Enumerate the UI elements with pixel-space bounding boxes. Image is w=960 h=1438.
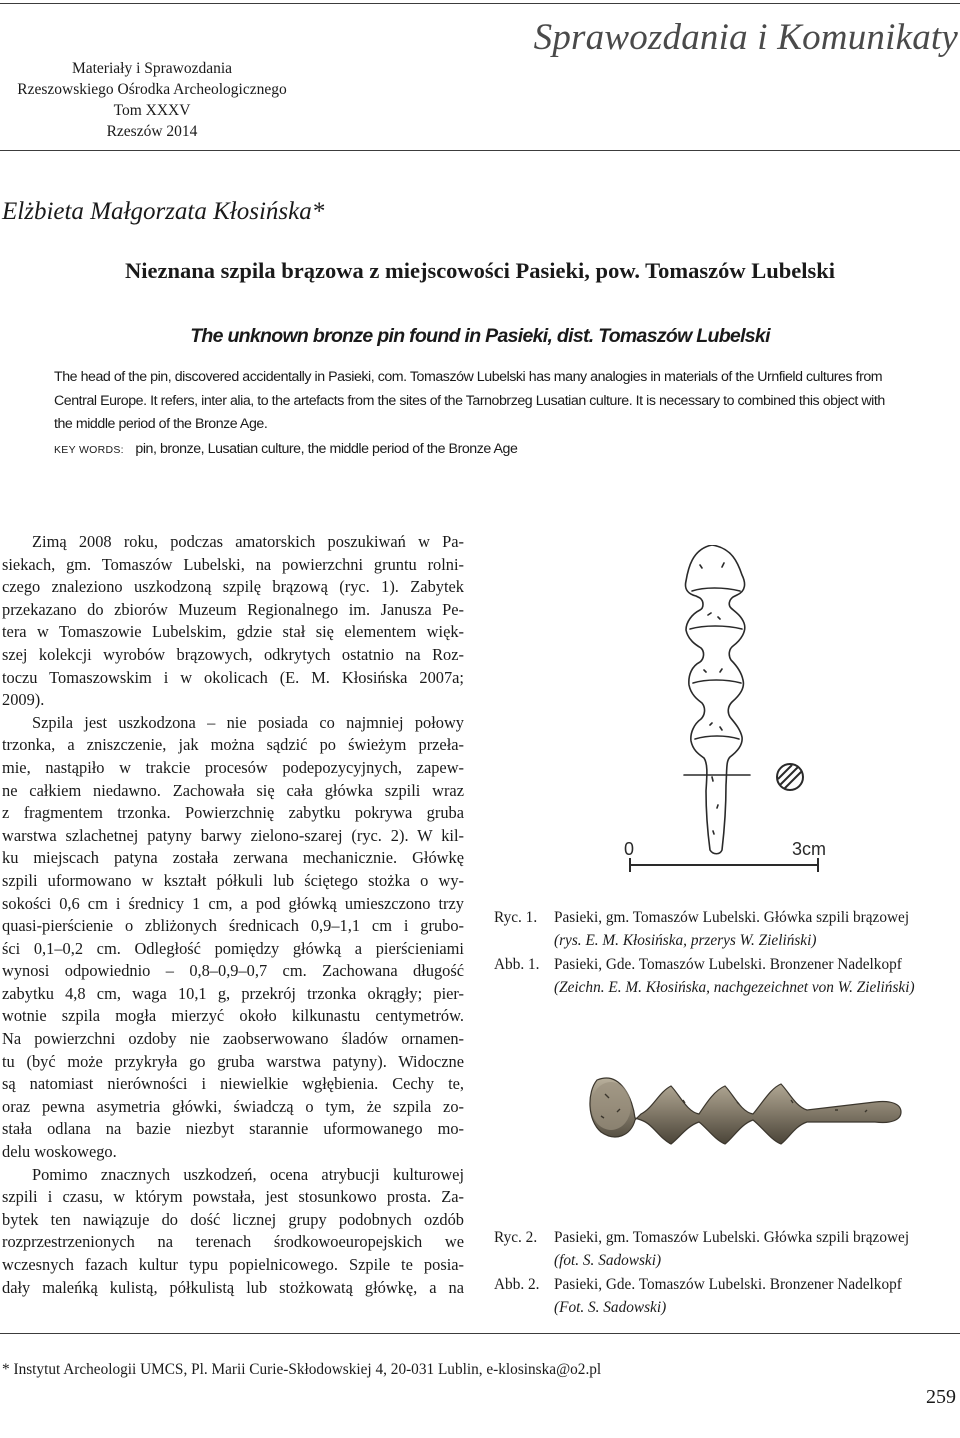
abstract-line: the middle period of the Bronze Age. — [54, 416, 268, 432]
keywords — [54, 441, 517, 457]
body-line: toczu Tomaszowskim i w okolicach (E. M. Kłosińska 2007a; — [2, 667, 464, 687]
scale-zero-label: 0 — [624, 839, 635, 859]
body-line: Zimą 2008 roku, podczas amatorskich poszukiwań w Pa- — [32, 532, 464, 551]
body-line: mie, nastąpiło w trakcie procesów podepozycyjnych, zapew- — [2, 757, 464, 777]
body-line: trzonka, a zniszczenie, jak można sądzić po świeżym przeła- — [2, 735, 464, 755]
body-line: stała odlana na bazie niezbyt starannie uformowanego mo- — [2, 1119, 464, 1139]
body-line: delu woskowego. — [2, 1142, 117, 1162]
ring-line — [693, 680, 741, 683]
body-line: sokości 0,6 cm i średnicy 1 cm, a pod główką umieszczono trzy — [2, 893, 464, 913]
body-text — [2, 531, 464, 1299]
figure1-drawing — [600, 545, 880, 875]
scale-max-label: 3cm — [792, 839, 827, 859]
body-line: szpili uformowano w kształt półkuli lub ściętego stożka o wy- — [2, 870, 464, 890]
body-line: Na powierzchni ozdoby nie zaobserwowano śladów ornamen- — [2, 1029, 464, 1049]
footnote: * Instytut Archeologii UMCS, Pl. Marii Curie-Skłodowskiej 4, 20-031 Lublin, e-klosinska@o2.pl — [2, 1361, 602, 1378]
body-line: rozprzestrzenionych na terenach środkowoeuropejskich we — [2, 1232, 464, 1252]
body-line: quasi-pierścienie o zbliżonych średnicach 0,9–1,1 cm i grubo- — [2, 916, 464, 936]
caption-text: Pasieki, Gde. Tomaszów Lubelski. Bronzener Nadelkopf — [554, 1275, 902, 1293]
body-line: wynosi odpowiednio – 0,8–0,9–0,7 cm. Zachowana długość — [2, 961, 464, 981]
abstract — [54, 366, 906, 437]
journal-line: Rzeszowskiego Ośrodka Archeologicznego — [17, 81, 287, 98]
journal-line: Rzeszów 2014 — [106, 123, 198, 140]
body-line: tu (być może przykryła go gruba warstwa patyny). Widoczne — [2, 1051, 464, 1071]
body-line: są natomiast nierówności i niewielkie wgłębienia. Cechy te, — [2, 1074, 464, 1094]
journal-info — [0, 58, 304, 142]
header-rule — [0, 150, 960, 151]
cross-section-icon — [777, 764, 803, 790]
author-name: Elżbieta Małgorzata Kłosińska* — [2, 198, 325, 225]
keywords-label: KEY WORDS: — [54, 444, 124, 456]
caption-credit: (rys. E. M. Kłosińska, przerys W. Zieliński) — [554, 932, 817, 950]
caption-text: Pasieki, gm. Tomaszów Lubelski. Główka szpili brązowej — [554, 1229, 910, 1246]
pin-outline — [685, 545, 744, 854]
english-title: The unknown bronze pin found in Pasieki, dist. Tomaszów Lubelski — [190, 325, 770, 347]
section-title: Sprawozdania i Komunikaty — [533, 17, 958, 58]
body-line: ku miejscach patyna została zerwana mechanicznie. Główkę — [2, 848, 464, 868]
body-line: czego znaleziono uszkodzoną szpilę brązową (ryc. 1). Zabytek — [2, 577, 464, 597]
body-line: szej kolekcji wyrobów brązowych, odkrytych ostatnio na Roz- — [2, 644, 464, 664]
body-line: szpili i czasu, w którym powstała, jest stosunkowo prosta. Za- — [2, 1187, 464, 1207]
body-line: wczesnych fazach kultur typu popielnicowego. Szpile te posia- — [2, 1255, 464, 1274]
caption-label: Abb. 1. — [494, 955, 540, 973]
abstract-line: Central Europe. It refers, inter alia, to the artefacts from the sites of the Tarnobrzeg Lusatian culture. It is necessary to combined this object with — [54, 392, 885, 409]
caption-credit: (fot. S. Sadowski) — [554, 1252, 662, 1270]
body-line: ści 0,1–0,2 cm. Odległość pomiędzy główką a pierścieniami — [2, 938, 464, 958]
article-title: Nieznana szpila brązowa z miejscowości Pasieki, pow. Tomaszów Lubelski — [124, 258, 836, 283]
body-line: przekazano do zbiorów Muzeum Regionalnego im. Janusza Pe- — [2, 599, 464, 619]
scale-bar — [624, 839, 826, 872]
figure2-caption — [494, 1226, 909, 1320]
figure1-caption — [494, 906, 915, 1000]
footnote-rule — [0, 1333, 960, 1334]
caption-credit: (Zeichn. E. M. Kłosińska, nachgezeichnet von W. Zieliński) — [554, 979, 915, 997]
top-rule — [0, 3, 960, 4]
caption-label: Abb. 2. — [494, 1275, 540, 1293]
body-line: zabytku 4,8 cm, waga 10,1 g, przekrój trzonka okrągły; pier- — [2, 983, 464, 1003]
ring-line — [692, 588, 740, 591]
body-line: siekach, gm. Tomaszów Lubelski, na powierzchni gruntu rolni- — [2, 554, 464, 574]
caption-text: Pasieki, gm. Tomaszów Lubelski. Główka szpili brązowej — [554, 909, 910, 926]
body-line: wotnie szpila mogła mierzyć około kilkunastu centymetrów. — [2, 1006, 464, 1026]
caption-credit: (Fot. S. Sadowski) — [554, 1299, 667, 1317]
journal-line: Materiały i Sprawozdania — [71, 60, 233, 77]
body-line: tera w Tomaszowie Lubelskim, gdzie stał się elementem więk- — [2, 622, 464, 642]
abstract-line: The head of the pin, discovered accidentally in Pasieki, com. Tomaszów Lubelski has many analogies in materials of the Urnfield cultures from — [54, 369, 883, 385]
body-line: dały maleńką kulistą, półkulistą lub stożkowatą główkę, a na — [2, 1277, 464, 1297]
caption-label: Ryc. 2. — [494, 1229, 538, 1246]
body-line: bytek ten nawiązuje do dość licznej grupy podobnych ozdób — [2, 1209, 464, 1229]
body-line: Pomimo znacznych uszkodzeń, ocena atrybucji kulturowej — [32, 1164, 464, 1184]
caption-text: Pasieki, Gde. Tomaszów Lubelski. Bronzener Nadelkopf — [554, 955, 902, 973]
page-number: 259 — [926, 1386, 956, 1408]
body-line: oraz pewna asymetria główki, świadczą o tym, że szpila zo- — [2, 1096, 464, 1116]
figure2-photo — [575, 1040, 915, 1155]
body-line: Szpila jest uszkodzona – nie posiada co najmniej połowy — [32, 712, 464, 732]
pin-photo — [590, 1078, 901, 1144]
ring-line — [695, 736, 739, 739]
body-line: ne całkiem niedawno. Zachowała się cała główka szpili wraz — [2, 780, 464, 800]
journal-line: Tom XXXV — [113, 102, 191, 119]
body-line: warstwa szlachetnej patyny barwy zielono-szarej (ryc. 2). W kil- — [2, 825, 464, 845]
caption-label: Ryc. 1. — [494, 909, 538, 926]
ring-line — [690, 626, 742, 629]
body-line: z fragmentem trzonka. Powierzchnię zabytku pokrywa gruba — [2, 803, 464, 823]
keywords-text: pin, bronze, Lusatian culture, the middle period of the Bronze Age — [135, 441, 518, 457]
body-line: 2009). — [2, 690, 45, 710]
